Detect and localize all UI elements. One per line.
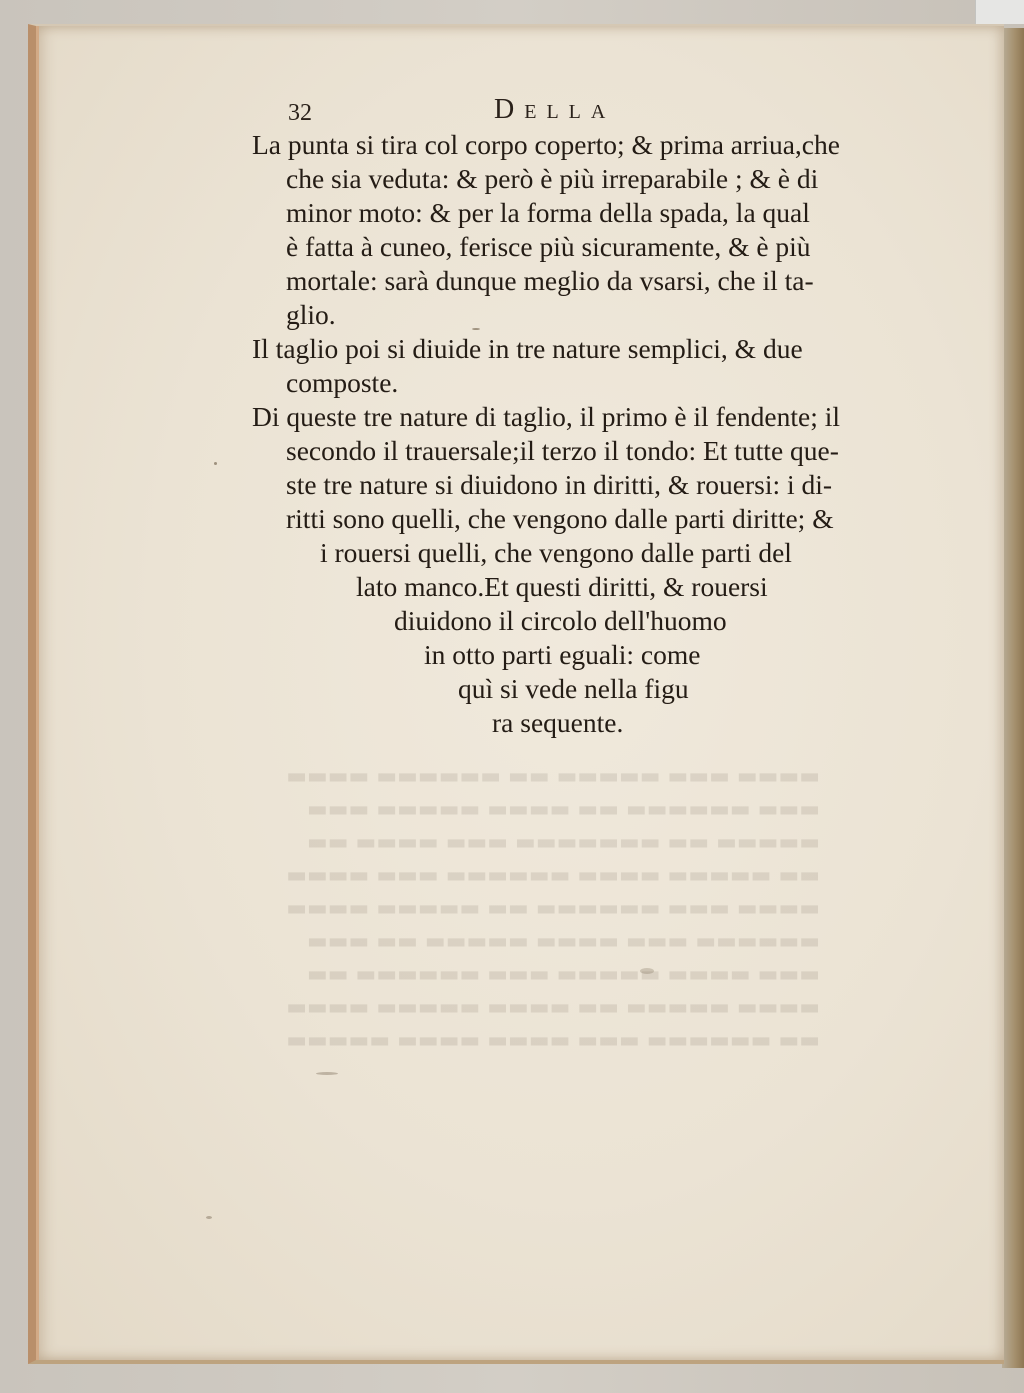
text-line: i rouersi quelli, che vengono dalle parti del	[320, 537, 792, 568]
paper-speck	[640, 968, 654, 974]
text-line: Di queste tre nature di taglio, il primo è il fendente; il	[252, 401, 841, 432]
text-line: La punta si tira col corpo coperto; & prima arriua,che	[252, 129, 840, 160]
text-line: in otto parti eguali: come	[424, 639, 701, 670]
body-text	[252, 128, 872, 740]
paper-speck	[472, 328, 480, 330]
text-line: che sia veduta: & però è più irreparabile ; & è di	[286, 163, 819, 194]
paper-speck	[316, 1072, 338, 1075]
text-line: diuidono il circolo dell'huomo	[394, 605, 727, 636]
text-line: ra sequente.	[492, 707, 624, 738]
text-line: Il taglio poi si diuide in tre nature semplici, & due	[252, 333, 803, 364]
page-number: 32	[288, 100, 312, 126]
text-line: ritti sono quelli, che vengono dalle parti diritte; &	[286, 503, 834, 534]
text-line: è fatta à cuneo, ferisce più sicuramente, & è più	[286, 231, 811, 262]
text-line: composte.	[286, 367, 399, 398]
text-line: minor moto: & per la forma della spada, la qual	[286, 197, 810, 228]
page-header	[280, 92, 700, 132]
text-line: secondo il trauersale;il terzo il tondo: Et tutte que-	[286, 435, 839, 466]
text-line: quì si vede nella figu	[458, 673, 689, 704]
paper-speck	[214, 462, 217, 465]
text-line: mortale: sarà dunque meglio da vsarsi, che il ta-	[286, 265, 814, 296]
bleed-through-texture: ▬▬▬▬ ▬▬▬ ▬▬▬▬▬ ▬▬ ▬▬▬▬▬▬ ▬▬▬▬ ▬▬▬ ▬▬▬▬▬▬ ▬▬ ▬▬▬▬ ▬▬▬▬▬ ▬▬▬ ▬▬▬▬▬ ▬▬ ▬▬▬▬▬▬▬ ▬▬▬ ▬▬▬▬ ▬▬ ▬▬ ▬▬▬▬▬ ▬▬▬▬ ▬▬▬▬▬▬ ▬▬▬ ▬▬▬▬ ▬▬▬▬ ▬▬▬ ▬▬▬▬▬▬ ▬▬ ▬▬▬▬▬ ▬▬▬▬ ▬▬▬▬▬▬ ▬▬▬ ▬▬▬▬ ▬▬▬▬▬ ▬▬ ▬▬▬ ▬▬▬ ▬▬▬▬ ▬▬▬▬▬ ▬▬▬ ▬▬▬▬▬▬ ▬▬ ▬▬▬▬ ▬▬▬▬▬ ▬▬ ▬▬▬▬ ▬▬▬▬▬ ▬▬▬▬ ▬▬ ▬▬▬▬▬▬ ▬▬▬ ▬▬▬▬ ▬▬▬▬ ▬▬▬▬▬	[286, 764, 820, 1053]
scan-corner-tab	[975, 0, 1024, 24]
text-line: ste tre nature si diuidono in diritti, & rouersi: i di-	[286, 469, 833, 500]
text-line: glio.	[286, 299, 336, 330]
running-head: Della	[494, 94, 616, 125]
page-edge	[1002, 28, 1024, 1368]
text-line: lato manco.Et questi diritti, & rouersi	[356, 571, 768, 602]
paper-speck	[206, 1216, 212, 1219]
gutter-line	[36, 26, 39, 1360]
